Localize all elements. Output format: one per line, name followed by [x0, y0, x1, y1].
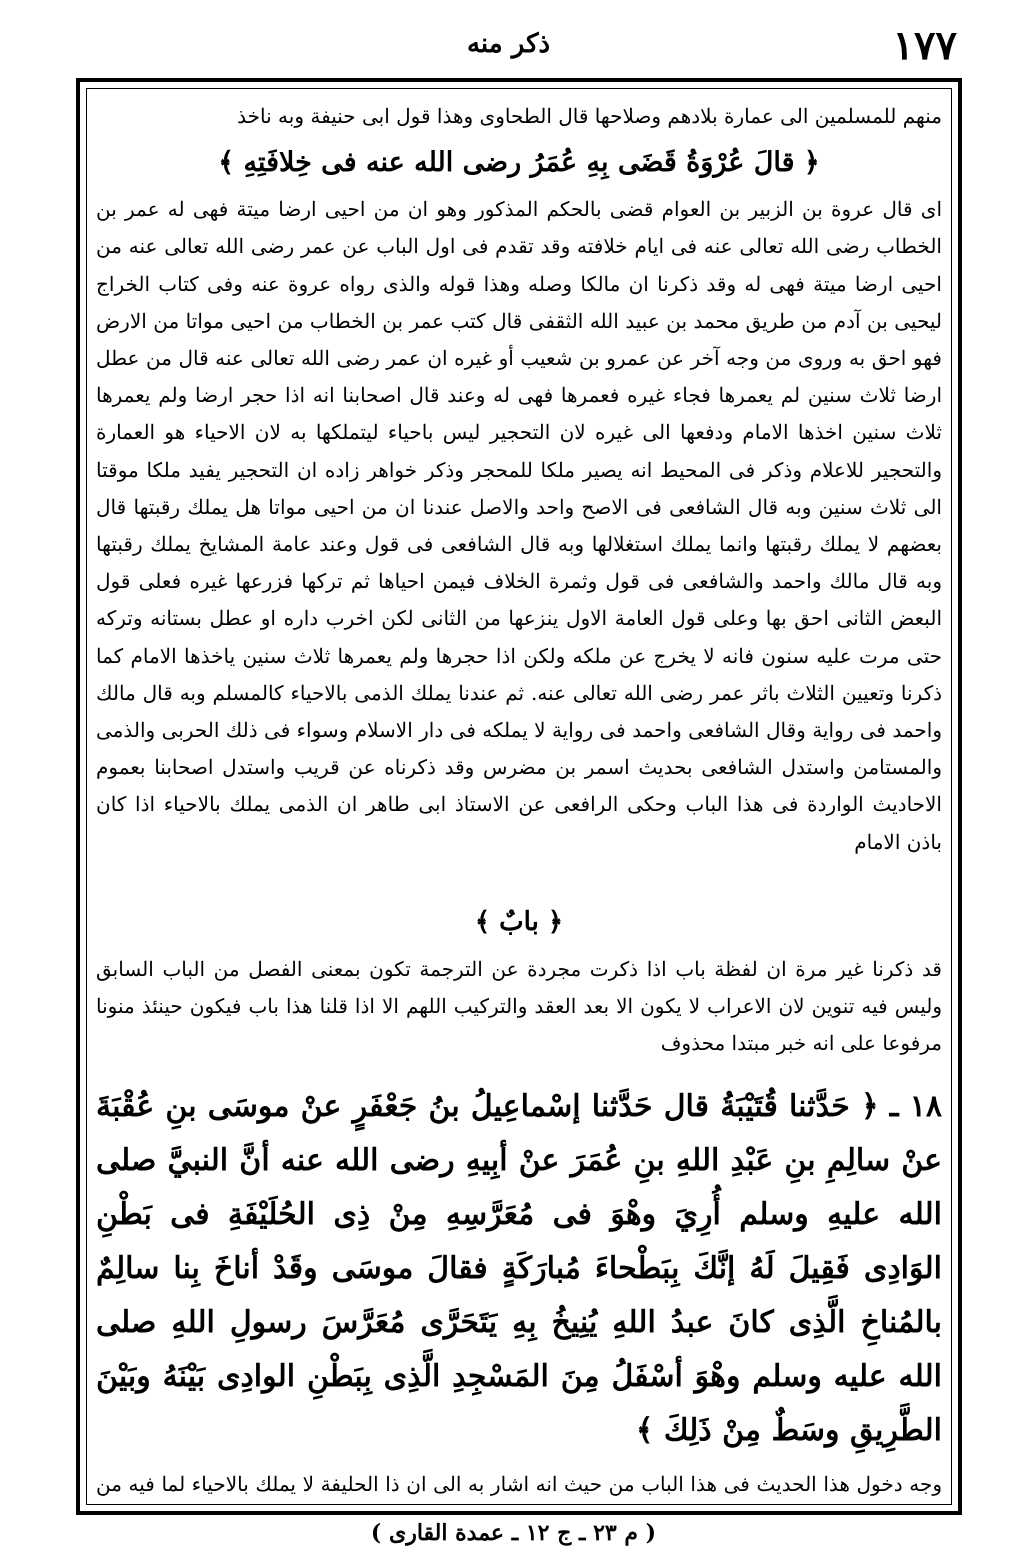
running-title: ذكر منه — [466, 29, 551, 59]
running-head — [60, 22, 957, 69]
section-heading: ﴿ قالَ عُرْوَةُ قَضَى بِهِ عُمَرُ رضى الله عنه فى خِلافَتِهِ ﴾ — [218, 147, 820, 179]
page-number: ١٧٧ — [892, 22, 957, 69]
paragraph-intro: منهم للمسلمين الى عمارة بلادهم وصلاحها قال الطحاوى وهذا قول ابى حنيفة وبه ناخذ — [237, 104, 942, 128]
paragraph-hadith-commentary: وجه دخول هذا الحديث فى هذا الباب من حيث انه اشار به الى ان ذا الحليفة لا يملك بالاحياء لما فيه من — [96, 1472, 942, 1497]
paragraph-commentary: اى قال عروة بن الزبير بن العوام قضى بالحكم المذكور وهو ان من احيى ارضا ميتة فهى له عمر بن الخطاب رضى الله تعالى عنه فى ايام خلافته وقد تقدم فى اول الباب عن عمر رضى الله تعالى عنه من احيى ارضا ميتة فهى له وقد ذكرنا ان مالكا وصله وهذا قوله والذى رواه عروة عنه وفى كتاب الخراج ليحيى بن آدم من طريق محمد بن عبيد الله الثقفى قال كتب عمر بن الخطاب من احيى مواتا من الارض فهو احق به وروى من وجه آخر عن عمرو بن شعيب أو غيره ان عمر رضى الله تعالى عنه قال من عطل ارضا ثلاث سنين لم يعمرها فجاء غيره فعمرها فهى له وعند قال اصحابنا انه اذا حجر ارضا ولم يعمرها ثلاث سنين اخذها الامام ودفعها الى غيره لان التحجير ليس باحياء ليتملكها به لان الاحياء هو العمارة والتحجير للاعلام وذكر فى المحيط انه يصير ملكا للمحجر وذكر خواهر زاده ان التحجير يفيد ملكا موقتا الى ثلاث سنين وبه قال الشافعى فى الاصح واحد والاصل عندنا ان من احيى مواتا هل يملك رقبتها قال بعضهم لا يملك رقبتها وانما يملك استغلالها وبه قال الشافعى فى قول وعند عامة المشايخ يملك رقبتها وبه قال مالك واحمد والشافعى فى قول وثمرة الخلاف فيمن احياها ثم تركها فزرعها غيره فعلى قول البعض الثانى احق بها وعلى قول العامة الاول ينزعها من الثانى لكن اخرب داره او عطل بستانه وتركه حتى مرت عليه سنون فانه لا يخرج عن ملكه ولكن اذا حجرها ولم يعمرها ثلاث سنين ياخذها الامام كما ذكرنا وتعيين الثلاث باثر عمر رضى الله تعالى عنه. ثم عندنا يملك الذمى بالاحياء كالمسلم وبه قال مالك واحمد فى رواية وقال الشافعى واحمد فى رواية لا يملكه فى دار الاسلام وسواء فى ذلك الحربى والذمى والمستامن واستدل الشافعى بحديث اسمر بن مضرس وقد ذكرناه عن قريب واستدل اصحابنا بعموم الاحاديث الواردة فى هذا الباب وحكى الرافعى عن الاستاذ ابى طاهر ان الذمى يملك بالاحياء اذا كان باذن الامام — [96, 197, 942, 854]
hadith-text: ١٨ ـ ﴿ حَدَّثنا قُتَيْبَةُ قال حَدَّثنا إسْماعِيلُ بنُ جَعْفَرٍ عنْ موسَى بنِ عُقْبَةَ عنْ سالِمِ بنِ عَبْدِ اللهِ بنِ عُمَرَ عنْ أبِيهِ رضى الله عنه أنَّ النبيَّ صلى الله عليهِ وسلم أُرِيَ وهْوَ فى مُعَرَّسِهِ مِنْ ذِى الحُلَيْفَةِ فى بَطْنِ الوَادِى فَقِيلَ لَهُ إنَّكَ بِبَطْحاءَ مُبارَكَةٍ فقالَ موسَى وقَدْ أناخَ بِنا سالِمٌ بالمُناخِ الَّذِى كانَ عبدُ اللهِ يُنِيخُ بِهِ يَتَحَرَّى مُعَرَّسَ رسولِ اللهِ صلى الله عليه وسلم وهْوَ أسْفَلُ مِنَ المَسْجِدِ الَّذِى بِبَطْنِ الوادِى بَيْنَهُ وبَيْنَ الطَّرِيقِ وسَطٌ مِنْ ذَلِكَ ﴾ — [96, 1089, 942, 1449]
footer-signature: ( م ٢٣ ـ ج ١٢ ـ عمدة القارى ) — [370, 1520, 657, 1546]
paragraph-bab-note: قد ذكرنا غير مرة ان لفظة باب اذا ذكرت مجردة عن الترجمة تكون بمعنى الفصل من الباب السابق وليس فيه تنوين لان الاعراب لا يكون الا بعد العقد والتركيب اللهم الا اذا قلنا هذا باب فيكون حينئذ منونا مرفوعا على انه خبر مبتدا محذوف — [96, 956, 942, 1056]
page-content — [96, 98, 942, 1498]
chapter-heading: ﴿ بابٌ ﴾ — [474, 906, 564, 937]
